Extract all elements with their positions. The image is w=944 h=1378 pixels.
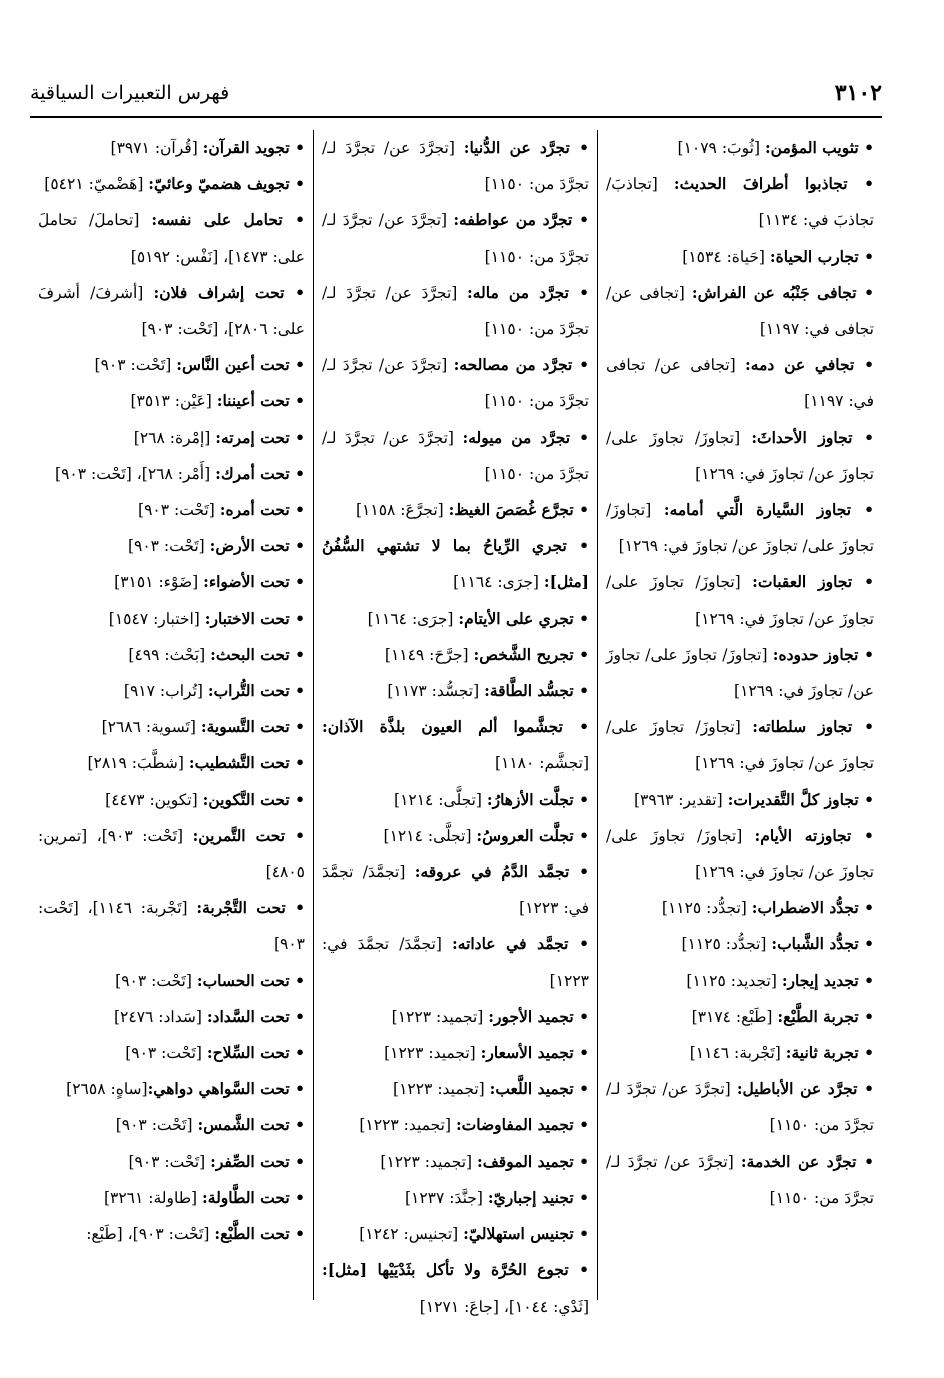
index-entry bbox=[38, 347, 305, 383]
entry-term: تجرَّد من ميوله: bbox=[462, 427, 571, 447]
entry-reference: [تجاوزَ/ تجاوزَ على/ تجاوزَ عن/ تجاوزَ في: ١٢٦٩] bbox=[606, 573, 874, 628]
entry-reference: [تَحْت: ٩٠٣]، [طَبْع: bbox=[86, 1225, 215, 1244]
entry-reference: [تجرَّدَ عن/ تجرَّدَ لـ/ تجرَّدَ من: ١١٥٠] bbox=[322, 211, 589, 266]
entry-term: تجرَّد من ماله: bbox=[467, 282, 569, 302]
index-entry bbox=[38, 1071, 305, 1107]
entry-term: تحت الطَّبْع: bbox=[214, 1224, 290, 1244]
index-entry bbox=[322, 818, 589, 854]
entry-term: تجنيس استهلاليّ: bbox=[463, 1224, 574, 1244]
index-entry bbox=[606, 963, 874, 999]
entry-term: تجويف هضميّ وعائيّ: bbox=[148, 174, 290, 194]
entry-reference: [ساهٍ: ٢٦٥٨] bbox=[66, 1080, 148, 1099]
entry-reference: [جرَى: ١١٦٤] bbox=[453, 573, 544, 592]
entry-term: تحت التَّكوين: bbox=[202, 789, 290, 809]
entry-term: تجدُّد الشَّباب: bbox=[771, 934, 859, 954]
entry-term: تحت أمرك: bbox=[215, 463, 290, 483]
entry-term: تجلَّت العروسُ: bbox=[476, 825, 574, 845]
entry-reference: [تَحْت: ٩٠٣] bbox=[115, 1116, 198, 1135]
entry-term: تجرَّع غُصَصَ الغيظ: bbox=[448, 500, 574, 520]
index-entry bbox=[38, 637, 305, 673]
entry-reference: [تَجْربة: ١١٤٦]، [تَحْت: ٩٠٣] bbox=[38, 899, 305, 954]
entry-term: تحت التَّشطيب: bbox=[188, 753, 290, 773]
entry-term: تجافي عن دمه: bbox=[745, 355, 855, 375]
index-entry bbox=[606, 275, 874, 347]
index-entry bbox=[38, 745, 305, 781]
entry-term: تجرَّد عن الدُّنيا: bbox=[463, 138, 570, 157]
entry-term: تجسُّد الطَّاقة: bbox=[484, 681, 574, 701]
entry-term: تحت التَّمرين: bbox=[192, 825, 286, 845]
index-entry bbox=[38, 1180, 305, 1216]
index-entry bbox=[606, 130, 874, 166]
entry-term: تحت الاختبار: bbox=[204, 608, 290, 628]
entry-term: تجاوز السَّيارة الَّتي أمامه: bbox=[663, 500, 852, 520]
entry-term: تجوع الحُرَّة ولا تأكل بثَدْيَيْها [مثل]: bbox=[322, 1260, 569, 1280]
index-entry bbox=[38, 601, 305, 637]
index-entry bbox=[606, 1035, 874, 1071]
entry-term: تجدُّد الاضطراب: bbox=[751, 898, 859, 918]
entry-reference: [ثُوبَ: ١٠٧٩] bbox=[677, 139, 765, 157]
entry-reference: [تجاوزَ/ تجاوزَ على/ تجاوزَ عن/ تجاوزَ في: ١٢٦٩] bbox=[606, 501, 874, 556]
entry-reference: [قُرآن: ٣٩٧١] bbox=[110, 139, 203, 157]
index-entry bbox=[322, 1035, 589, 1071]
entry-reference: [تجاوزَ/ تجاوزَ على/ تجاوزَ عن/ تجاوزَ في: ١٢٦٩] bbox=[606, 428, 874, 483]
entry-term: تحت إمرته: bbox=[215, 427, 290, 447]
index-entry bbox=[606, 709, 874, 781]
index-entry bbox=[606, 166, 874, 238]
entry-reference: [تقدير: ٣٩٦٣] bbox=[633, 790, 728, 809]
index-entry bbox=[38, 564, 305, 600]
entry-term: تحت الشَّمس: bbox=[197, 1115, 290, 1135]
entry-term: تجارب الحياة: bbox=[769, 246, 859, 266]
index-entry bbox=[606, 492, 874, 564]
entry-term: تجاذبوا أطرافَ الحديث: bbox=[673, 174, 848, 194]
entry-reference: [تجميد: ١٢٢٣] bbox=[359, 1116, 456, 1135]
index-entry bbox=[38, 963, 305, 999]
index-entry bbox=[606, 1071, 874, 1143]
entry-term: تجميد المفاوضات: bbox=[455, 1115, 574, 1135]
entry-term: تجديد إيجار: bbox=[781, 970, 859, 990]
entry-reference: [تجلَّى: ١٢١٤] bbox=[383, 826, 477, 845]
index-entry bbox=[606, 239, 874, 275]
entry-term: تجميد الموقف: bbox=[477, 1151, 574, 1171]
entry-reference: [تجدُّد: ١١٢٥] bbox=[681, 935, 772, 954]
entry-reference: [تجافى عن/ تجافى في: ١١٩٧] bbox=[606, 356, 874, 411]
index-entry bbox=[606, 1144, 874, 1216]
entry-term: تجلَّت الأزهارُ: bbox=[486, 789, 574, 809]
index-entry bbox=[322, 1144, 589, 1180]
entry-reference: [حَياة: ١٥٣٤] bbox=[682, 247, 770, 266]
entry-term: تحت أعيننا: bbox=[216, 391, 290, 411]
entry-term: تحت البحث: bbox=[210, 644, 290, 664]
entry-term: تحت السَّواهي دواهي: bbox=[147, 1079, 290, 1099]
entry-term: تجرَّد عن الخدمة: bbox=[740, 1151, 857, 1171]
entry-reference: [تَحْت: ٩٠٣] bbox=[115, 971, 197, 990]
index-entry bbox=[322, 999, 589, 1035]
index-entry bbox=[322, 1107, 589, 1143]
entry-reference: [تكوين: ٤٤٧٣] bbox=[105, 790, 203, 809]
running-title: فهرس التعبيرات السياقية bbox=[30, 82, 230, 104]
entry-term: تجري الرِّياحُ بما لا تشتهي السُّفُنُ [مثل]: bbox=[322, 536, 589, 592]
entry-term: تجرَّد من مصالحه: bbox=[453, 355, 573, 375]
index-entry bbox=[38, 492, 305, 528]
index-entry bbox=[38, 999, 305, 1035]
index-entry bbox=[322, 202, 589, 274]
index-entry bbox=[38, 782, 305, 818]
index-entry bbox=[322, 130, 589, 202]
index-entry bbox=[38, 528, 305, 564]
entry-term: تجريح الشَّخص: bbox=[473, 644, 574, 664]
index-entry bbox=[38, 130, 305, 166]
entry-reference: [شطَّبَ: ٢٨١٩] bbox=[87, 754, 189, 773]
index-entry bbox=[38, 890, 305, 962]
entry-reference: [تُراب: ٩١٧] bbox=[123, 682, 208, 701]
entry-term: تجميد الأجور: bbox=[488, 1006, 574, 1026]
entry-reference: [تجديد: ١١٢٥] bbox=[686, 971, 782, 990]
entry-reference: [تَحْت: ٩٠٣] bbox=[138, 501, 220, 520]
entry-reference: [تجاوزَ/ تجاوزَ على/ تجاوزَ عن/ تجاوزَ في: ١٢٦٩] bbox=[606, 718, 874, 773]
index-entry bbox=[606, 420, 874, 492]
index-entry bbox=[606, 347, 874, 419]
index-entry bbox=[322, 601, 589, 637]
index-entry bbox=[322, 1252, 589, 1324]
entry-term: تحت السَّداد: bbox=[206, 1006, 290, 1026]
index-entry bbox=[38, 1107, 305, 1143]
entry-reference: [تجسُّد: ١١٧٣] bbox=[387, 682, 485, 701]
index-column-left bbox=[30, 130, 314, 1300]
entry-reference: [طاولة: ٣٢٦١] bbox=[103, 1188, 203, 1207]
entry-term: تجافى جَنْبُه عن الفراش: bbox=[691, 282, 857, 302]
entry-reference: [تجاوزَ/ تجاوزَ على/ تجاوزَ عن/ تجاوزَ في: ١٢٦٩] bbox=[606, 826, 874, 882]
entry-reference: [تجرَّدَ عن/ تجرَّدَ لـ/ تجرَّدَ من: ١١٥٠] bbox=[322, 283, 589, 339]
index-entry bbox=[38, 1216, 305, 1252]
index-entry bbox=[38, 673, 305, 709]
entry-term: تجميد اللَّعب: bbox=[489, 1079, 574, 1099]
index-entry bbox=[322, 926, 589, 998]
entry-reference: [تَسوية: ٢٦٨٦] bbox=[101, 718, 201, 737]
entry-reference: [جرَّحَ: ١١٤٩] bbox=[384, 645, 474, 664]
entry-reference: [تَحْت: ٩٠٣] bbox=[128, 1152, 211, 1171]
entry-reference: [تجمَّدَ/ تجمَّدَ في: ١٢٢٣] bbox=[322, 863, 589, 918]
entry-reference: [تجميد: ١٢٢٣] bbox=[384, 1044, 481, 1063]
entry-reference: [تجرَّدَ عن/ تجرَّدَ لـ/ تجرَّدَ من: ١١٥٠] bbox=[606, 1080, 874, 1135]
entry-reference: [اختبار: ١٥٤٧] bbox=[108, 609, 205, 628]
index-column-middle bbox=[314, 130, 598, 1316]
index-entry bbox=[322, 673, 589, 709]
index-entry bbox=[606, 926, 874, 962]
entry-reference: [سَداد: ٢٤٧٦] bbox=[113, 1007, 207, 1026]
entry-term: تحت إشراف فلان: bbox=[153, 282, 285, 302]
entry-reference: [تجنيس: ١٢٤٢] bbox=[359, 1225, 464, 1244]
entry-reference: [تجشَّم: ١١٨٠] bbox=[494, 754, 589, 773]
entry-term: تجويد القرآن: bbox=[202, 138, 290, 157]
entry-reference: [تجدُّد: ١١٢٥] bbox=[661, 899, 752, 918]
index-entry bbox=[38, 383, 305, 419]
entry-reference: [تجافى عن/ تجافى في: ١١٩٧] bbox=[606, 283, 874, 339]
index-columns bbox=[30, 130, 882, 1316]
entry-term: تجرَّد من عواطفه: bbox=[453, 210, 573, 230]
index-entry bbox=[322, 1071, 589, 1107]
index-entry bbox=[322, 637, 589, 673]
index-entry bbox=[322, 347, 589, 419]
entry-reference: [تَحْت: ٩٠٣] bbox=[94, 356, 177, 375]
entry-term: تجاوز العقبات: bbox=[752, 572, 853, 592]
entry-term: تجري على الأيتام: bbox=[458, 608, 574, 628]
entry-reference: [أشرفَ/ أشرفَ على: ٢٨٠٦]، [تَحْت: ٩٠٣] bbox=[38, 283, 305, 339]
entry-reference: [تجرَّدَ عن/ تجرَّدَ لـ/ تجرَّدَ من: ١١٥٠] bbox=[606, 1152, 874, 1207]
index-entry bbox=[322, 1216, 589, 1252]
entry-term: تحت التَّجْربة: bbox=[196, 898, 286, 918]
entry-reference: [ثَدْي: ١٠٤٤]، [جاعَ: ١٢٧١] bbox=[419, 1297, 589, 1316]
index-entry bbox=[38, 1144, 305, 1180]
index-entry bbox=[606, 890, 874, 926]
index-entry bbox=[38, 456, 305, 492]
entry-reference: [عَيْن: ٣٥١٣] bbox=[130, 392, 217, 411]
entry-term: تحت أعين النَّاس: bbox=[176, 355, 290, 375]
entry-reference: [تجميد: ١٢٢٣] bbox=[380, 1152, 478, 1171]
entry-reference: [تجرَّدَ عن/ تجرَّدَ لـ/ تجرَّدَ من: ١١٥٠] bbox=[322, 428, 589, 483]
entry-reference: [تحاملَ/ تحاملَ على: ١٤٧٣]، [نَفْس: ٥١٩٢] bbox=[38, 211, 305, 266]
entry-term: تجميد الأسعار: bbox=[480, 1043, 574, 1063]
entry-term: تجنيد إجباريّ: bbox=[487, 1187, 574, 1207]
index-entry bbox=[38, 202, 305, 274]
entry-reference: [إمْرة: ٢٦٨] bbox=[133, 428, 216, 447]
entry-term: تحت أمره: bbox=[219, 500, 290, 520]
entry-reference: [تجاوزَ/ تجاوزَ على/ تجاوزَ عن/ تجاوزَ في: ١٢٦٩] bbox=[606, 645, 874, 701]
index-entry bbox=[322, 782, 589, 818]
entry-reference: [تجرَّعَ: ١١٥٨] bbox=[355, 501, 449, 520]
entry-term: تجشَّموا ألم العيون بلذَّة الآذان: bbox=[322, 717, 563, 737]
index-entry bbox=[322, 1180, 589, 1216]
entry-term: تثويب المؤمن: bbox=[764, 138, 859, 157]
entry-term: تجاوز سلطاته: bbox=[752, 717, 853, 737]
entry-term: تحت الحساب: bbox=[196, 970, 290, 990]
index-entry bbox=[322, 528, 589, 600]
entry-term: تجاوز كلَّ التَّقديرات: bbox=[727, 789, 859, 809]
index-column-right bbox=[598, 130, 882, 1300]
entry-reference: [ضَوْء: ٣١٥١] bbox=[114, 573, 204, 592]
entry-term: تجمَّد في عاداته: bbox=[452, 934, 569, 954]
entry-term: تحت الصِّفر: bbox=[210, 1151, 290, 1171]
index-entry bbox=[322, 709, 589, 781]
page-number: ٣١٠٢ bbox=[834, 80, 882, 106]
entry-reference: [جرَى: ١١٦٤] bbox=[367, 609, 459, 628]
entry-term: تجرَّد عن الأباطيل: bbox=[736, 1079, 858, 1099]
entry-reference: [تجرَّدَ عن/ تجرَّدَ لـ/ تجرَّدَ من: ١١٥٠] bbox=[322, 356, 589, 411]
entry-term: تحت الأرض: bbox=[209, 536, 290, 556]
entry-term: تجربة ثانية: bbox=[785, 1043, 859, 1063]
entry-term: تحامل على نفسه: bbox=[151, 210, 283, 230]
index-entry bbox=[38, 818, 305, 890]
entry-reference: [تَحْت: ٩٠٣] bbox=[125, 1044, 207, 1063]
entry-reference: [تَحْت: ٩٠٣] bbox=[127, 537, 210, 556]
entry-reference: [تَجْربة: ١١٤٦] bbox=[689, 1044, 786, 1063]
index-entry bbox=[322, 420, 589, 492]
entry-term: تحت الطَّاولة: bbox=[202, 1187, 290, 1207]
index-entry bbox=[322, 854, 589, 926]
index-entry bbox=[38, 1035, 305, 1071]
page-header bbox=[30, 76, 882, 118]
entry-reference: [تجميد: ١٢٢٣] bbox=[391, 1007, 489, 1026]
index-entry bbox=[38, 709, 305, 745]
entry-reference: [تجمَّدَ/ تجمَّدَ في: ١٢٢٣] bbox=[322, 935, 589, 990]
entry-term: تحت التُّراب: bbox=[207, 681, 290, 701]
entry-term: تجاوز حدوده: bbox=[772, 644, 859, 664]
index-entry bbox=[322, 275, 589, 347]
index-entry bbox=[38, 166, 305, 202]
entry-term: تحت الأضواء: bbox=[203, 572, 290, 592]
index-entry bbox=[38, 275, 305, 347]
entry-term: تجمَّد الدَّمُ في عروقه: bbox=[414, 862, 570, 882]
index-entry bbox=[606, 782, 874, 818]
entry-term: تجاوز الأحداثَ: bbox=[751, 427, 853, 447]
entry-reference: [تجاذبَ/ تجاذبَ في: ١١٣٤] bbox=[606, 175, 874, 230]
entry-reference: [تجرَّدَ عن/ تجرَّدَ لـ/ تجرَّدَ من: ١١٥٠] bbox=[322, 139, 589, 194]
index-entry bbox=[38, 420, 305, 456]
entry-reference: [تجميد: ١٢٢٣] bbox=[393, 1080, 490, 1099]
index-entry bbox=[606, 564, 874, 636]
entry-term: تحت التَّسوية: bbox=[200, 717, 290, 737]
entry-reference: [جنَّدَ: ١٢٣٧] bbox=[404, 1188, 488, 1207]
entry-reference: [بَحْث: ٤٩٩] bbox=[128, 645, 211, 664]
index-entry bbox=[322, 492, 589, 528]
entry-term: تحت السِّلاح: bbox=[206, 1043, 290, 1063]
index-entry bbox=[606, 637, 874, 709]
entry-term: تجاوزته الأيام: bbox=[754, 825, 852, 845]
entry-term: تجربة الطَّبْع: bbox=[777, 1006, 859, 1026]
entry-reference: [طَبْع: ٣١٧٤] bbox=[691, 1007, 778, 1026]
entry-reference: [تجلَّى: ١٢١٤] bbox=[394, 790, 487, 809]
index-entry bbox=[606, 818, 874, 890]
entry-reference: [تَحْت: ٩٠٣]، [تمرين: ٤٨٠٥] bbox=[38, 826, 305, 882]
entry-reference: [أَمْر: ٢٦٨]، [تَحْت: ٩٠٣] bbox=[55, 464, 216, 483]
index-entry bbox=[606, 999, 874, 1035]
entry-reference: [هَضْميّ: ٥٤٢١] bbox=[44, 175, 149, 194]
